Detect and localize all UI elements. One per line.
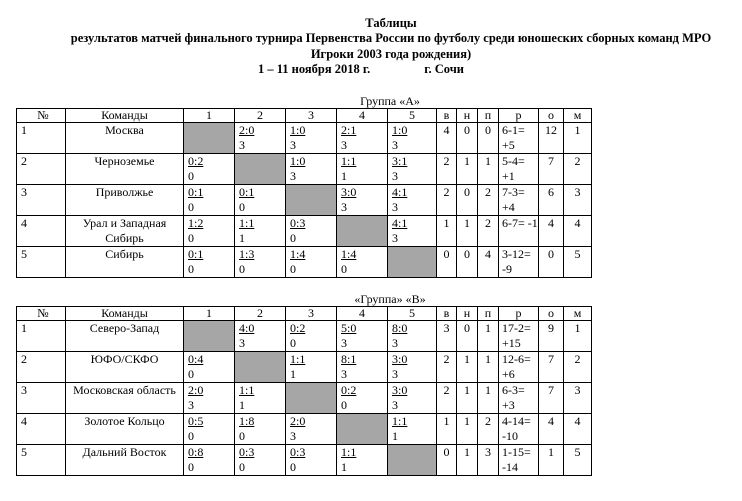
header-place: м [564,109,592,123]
place-cell: 2 [564,154,592,185]
goal-diff-cell: 3-12= -9 [499,247,539,278]
draws-cell: 0 [457,321,478,352]
match-points: 3 [290,429,296,443]
points-cell: 1 [539,445,564,476]
team-name: ЮФО/СКФО [66,352,184,383]
match-score: 0:3 [239,445,255,459]
wins-cell: 2 [437,383,457,414]
table-row [17,352,592,383]
match-score: 1:2 [188,216,204,230]
losses-cell: 1 [478,352,499,383]
match-cell [388,216,437,247]
match-points: 1 [239,398,245,412]
wins-cell: 2 [437,154,457,185]
match-points: 1 [290,367,296,381]
match-score: 3:0 [392,383,408,397]
match-cell [337,321,388,352]
match-cell [184,445,235,476]
table-row [17,123,592,154]
match-cell [184,352,235,383]
place-cell: 3 [564,383,592,414]
match-cell [235,185,286,216]
match-score: 1:0 [290,123,306,137]
header-points: о [539,109,564,123]
points-cell: 12 [539,123,564,154]
header-col-4: 4 [337,109,388,123]
match-cell [184,247,235,278]
match-points: 0 [188,262,194,276]
match-cell [184,414,235,445]
wins-cell: 0 [437,247,457,278]
match-score: 1:4 [341,247,357,261]
team-number: 1 [17,321,66,352]
match-cell [184,216,235,247]
table-row [17,247,592,278]
table-row [17,321,592,352]
match-cell [235,445,286,476]
match-score: 1:0 [392,123,408,137]
self-match-cell [286,383,337,414]
title-line-3: Игроки 2003 года рождения) [310,46,472,61]
header-goals: р [499,307,539,321]
table-row [17,383,592,414]
points-cell: 4 [539,414,564,445]
self-match-cell [235,154,286,185]
match-score: 4:1 [392,185,408,199]
match-score: 0:2 [341,383,357,397]
match-points: 3 [392,367,398,381]
match-score: 5:0 [341,321,357,335]
match-points: 0 [188,367,194,381]
match-cell [337,383,388,414]
table-row [17,154,592,185]
tournament-city: г. Сочи [424,62,464,77]
match-cell [337,123,388,154]
team-number: 4 [17,414,66,445]
goal-diff-cell: 5-4= +1 [499,154,539,185]
wins-cell: 2 [437,352,457,383]
match-score: 1:3 [239,247,255,261]
match-points: 0 [188,429,194,443]
match-points: 3 [341,200,347,214]
draws-cell: 0 [457,247,478,278]
match-cell [337,445,388,476]
goal-diff-cell: 6-3= +3 [499,383,539,414]
header-col-2: 2 [235,109,286,123]
title-line-1: Таблицы [365,16,417,30]
match-points: 3 [290,138,296,152]
match-score: 1:1 [290,352,306,366]
match-score: 1:1 [341,445,357,459]
match-cell [184,185,235,216]
match-cell [235,383,286,414]
wins-cell: 1 [437,414,457,445]
match-cell [235,216,286,247]
tournament-dates: 1 – 11 ноября 2018 г. [257,62,371,77]
match-cell [286,216,337,247]
losses-cell: 4 [478,247,499,278]
match-points: 0 [290,336,296,350]
goal-diff-cell: 7-3= +4 [499,185,539,216]
self-match-cell [184,123,235,154]
header-num: № [17,307,66,321]
match-score: 0:2 [290,321,306,335]
table-row [17,216,592,247]
wins-cell: 4 [437,123,457,154]
match-score: 8:0 [392,321,408,335]
draws-cell: 1 [457,414,478,445]
goal-diff-cell: 17-2= +15 [499,321,539,352]
match-cell [337,185,388,216]
match-score: 2:0 [188,383,204,397]
header-draws: н [457,109,478,123]
group-b-title: «Группа» «В» [354,292,426,306]
match-score: 1:1 [392,414,408,428]
draws-cell: 1 [457,352,478,383]
match-cell [337,247,388,278]
match-cell [388,383,437,414]
header-wins: в [437,109,457,123]
points-cell: 0 [539,247,564,278]
match-points: 0 [239,262,245,276]
match-points: 0 [188,200,194,214]
team-name: Приволжье [66,185,184,216]
self-match-cell [388,247,437,278]
match-score: 0:3 [290,445,306,459]
header-num: № [17,109,66,123]
header-draws: н [457,307,478,321]
losses-cell: 0 [478,123,499,154]
match-score: 1:4 [290,247,306,261]
match-score: 0:8 [188,445,204,459]
self-match-cell [235,352,286,383]
wins-cell: 3 [437,321,457,352]
match-points: 1 [239,231,245,245]
title-line-dates [0,62,732,77]
team-number: 3 [17,185,66,216]
table-row [17,185,592,216]
match-score: 4:0 [239,321,255,335]
match-cell [388,352,437,383]
match-points: 0 [341,262,347,276]
table-row [17,414,592,445]
losses-cell: 1 [478,321,499,352]
self-match-cell [388,445,437,476]
match-score: 0:1 [188,185,204,199]
match-points: 0 [290,262,296,276]
group-a-table [16,108,592,278]
points-cell: 7 [539,383,564,414]
wins-cell: 1 [437,216,457,247]
match-score: 0:5 [188,414,204,428]
match-points: 3 [341,138,347,152]
match-points: 3 [392,336,398,350]
match-score: 8:1 [341,352,357,366]
team-name: Московская область [66,383,184,414]
title-line-2: результатов матчей финального турнира Первенства России по футболу среди юношеских сборных команд МРО [70,31,712,46]
team-number: 1 [17,123,66,154]
match-score: 0:4 [188,352,204,366]
match-points: 3 [341,367,347,381]
match-cell [235,321,286,352]
team-name: Северо-Запад [66,321,184,352]
points-cell: 7 [539,154,564,185]
match-cell [388,414,437,445]
team-number: 3 [17,383,66,414]
header-points: о [539,307,564,321]
losses-cell: 1 [478,383,499,414]
goal-diff-cell: 1-15= -14 [499,445,539,476]
match-points: 0 [290,231,296,245]
draws-cell: 1 [457,154,478,185]
header-col-1: 1 [184,307,235,321]
draws-cell: 1 [457,383,478,414]
match-points: 3 [188,398,194,412]
header-col-3: 3 [286,109,337,123]
match-score: 1:0 [290,154,306,168]
points-cell: 7 [539,352,564,383]
self-match-cell [184,321,235,352]
match-points: 3 [239,138,245,152]
team-name: Сибирь [66,247,184,278]
match-cell [388,185,437,216]
match-score: 4:1 [392,216,408,230]
match-score: 1:1 [239,216,255,230]
header-col-5: 5 [388,307,437,321]
losses-cell: 3 [478,445,499,476]
team-name: Черноземье [66,154,184,185]
header-team: Команды [66,109,184,123]
match-cell [286,414,337,445]
team-name: Урал и Западная Сибирь [66,216,184,247]
group-b-table [16,306,592,476]
document-title [0,16,742,78]
match-cell [388,123,437,154]
match-points: 3 [290,169,296,183]
self-match-cell [337,216,388,247]
header-col-4: 4 [337,307,388,321]
match-cell [235,123,286,154]
match-cell [286,247,337,278]
header-col-3: 3 [286,307,337,321]
header-place: м [564,307,592,321]
match-cell [286,123,337,154]
match-points: 0 [188,169,194,183]
match-points: 1 [392,429,398,443]
goal-diff-cell: 4-14= -10 [499,414,539,445]
losses-cell: 1 [478,154,499,185]
header-col-5: 5 [388,109,437,123]
match-cell [388,154,437,185]
self-match-cell [286,185,337,216]
match-points: 0 [239,200,245,214]
match-points: 3 [392,169,398,183]
header-team: Команды [66,307,184,321]
team-number: 5 [17,445,66,476]
header-col-1: 1 [184,109,235,123]
match-cell [235,247,286,278]
match-score: 3:0 [341,185,357,199]
goal-diff-cell: 6-7= -1 [499,216,539,247]
match-score: 3:1 [392,154,408,168]
place-cell: 2 [564,352,592,383]
place-cell: 1 [564,123,592,154]
match-points: 0 [188,231,194,245]
match-score: 1:8 [239,414,255,428]
draws-cell: 1 [457,445,478,476]
team-name: Москва [66,123,184,154]
header-losses: п [478,307,499,321]
match-points: 3 [392,138,398,152]
points-cell: 6 [539,185,564,216]
match-points: 0 [290,460,296,474]
match-cell [337,154,388,185]
match-points: 1 [341,169,347,183]
match-score: 1:1 [341,154,357,168]
team-number: 2 [17,154,66,185]
match-points: 1 [341,460,347,474]
match-cell [235,414,286,445]
header-col-2: 2 [235,307,286,321]
match-score: 0:1 [239,185,255,199]
match-points: 0 [341,398,347,412]
place-cell: 4 [564,216,592,247]
place-cell: 1 [564,321,592,352]
match-cell [286,154,337,185]
team-name: Золотое Кольцо [66,414,184,445]
match-score: 0:2 [188,154,204,168]
match-score: 0:3 [290,216,306,230]
match-cell [286,445,337,476]
draws-cell: 0 [457,123,478,154]
match-score: 2:0 [290,414,306,428]
match-points: 3 [392,231,398,245]
team-number: 5 [17,247,66,278]
match-cell [388,321,437,352]
match-cell [286,352,337,383]
place-cell: 4 [564,414,592,445]
goal-diff-cell: 12-6= +6 [499,352,539,383]
match-score: 0:1 [188,247,204,261]
match-cell [184,383,235,414]
table-row [17,445,592,476]
losses-cell: 2 [478,185,499,216]
header-wins: в [437,307,457,321]
match-cell [337,352,388,383]
header-row [17,307,592,321]
match-points: 0 [188,460,194,474]
points-cell: 9 [539,321,564,352]
self-match-cell [337,414,388,445]
wins-cell: 2 [437,185,457,216]
header-row [17,109,592,123]
match-points: 0 [239,460,245,474]
match-points: 3 [239,336,245,350]
match-cell [286,321,337,352]
goal-diff-cell: 6-1= +5 [499,123,539,154]
place-cell: 3 [564,185,592,216]
match-points: 0 [239,429,245,443]
header-losses: п [478,109,499,123]
team-number: 2 [17,352,66,383]
losses-cell: 2 [478,216,499,247]
match-score: 2:0 [239,123,255,137]
match-points: 3 [341,336,347,350]
match-score: 3:0 [392,352,408,366]
team-name: Дальний Восток [66,445,184,476]
group-a-title: Группа «А» [360,94,420,108]
match-points: 3 [392,200,398,214]
match-points: 3 [392,398,398,412]
draws-cell: 1 [457,216,478,247]
wins-cell: 0 [437,445,457,476]
match-cell [184,154,235,185]
header-goals: р [499,109,539,123]
draws-cell: 0 [457,185,478,216]
losses-cell: 2 [478,414,499,445]
place-cell: 5 [564,445,592,476]
team-number: 4 [17,216,66,247]
match-score: 2:1 [341,123,357,137]
place-cell: 5 [564,247,592,278]
points-cell: 4 [539,216,564,247]
match-score: 1:1 [239,383,255,397]
